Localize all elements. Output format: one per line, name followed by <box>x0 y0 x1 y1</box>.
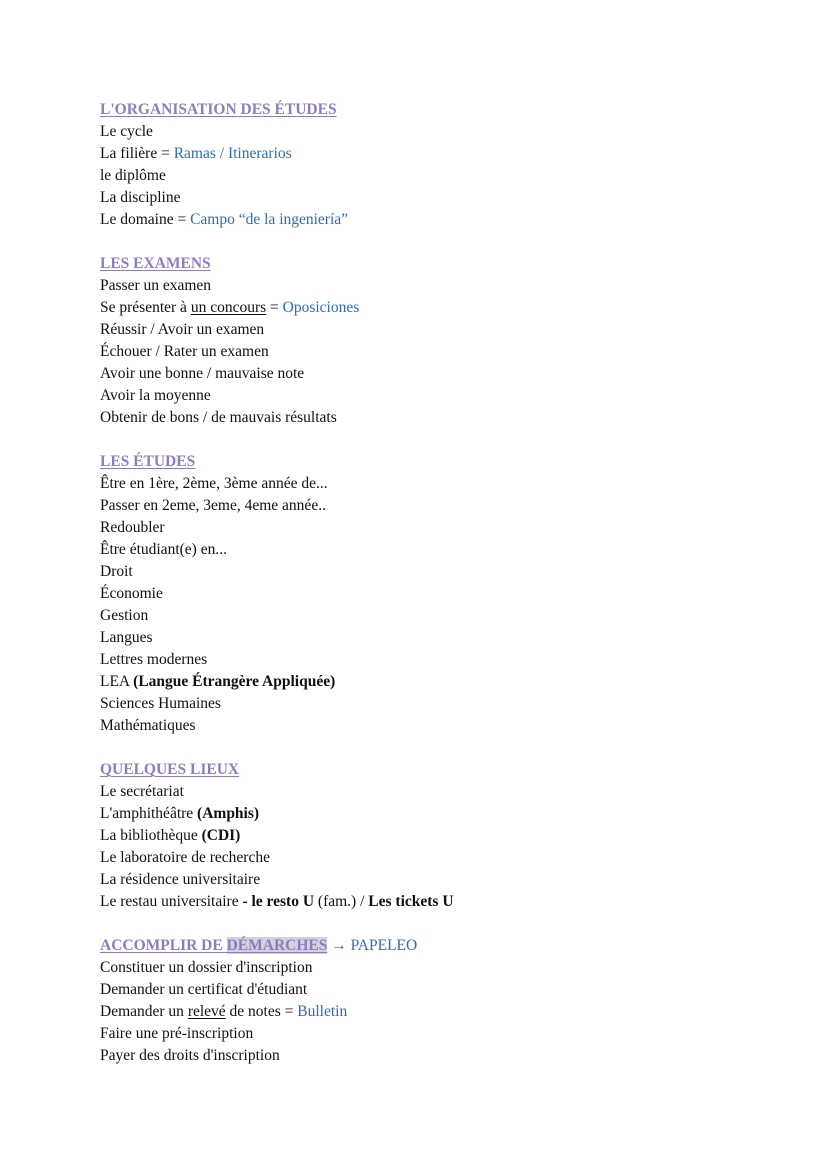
bold-term: (Amphis) <box>197 805 260 822</box>
vocab-line: Passer en 2eme, 3eme, 4eme année.. <box>100 497 326 514</box>
section-demarches <box>100 935 800 1067</box>
section-title: QUELQUES LIEUX <box>100 761 240 778</box>
vocab-line: La discipline <box>100 189 181 206</box>
section-title: LES EXAMENS <box>100 255 211 272</box>
vocab-line <box>100 1001 800 1023</box>
vocab-line: Demander un certificat d'étudiant <box>100 981 308 998</box>
vocab-line: Obtenir de bons / de mauvais résultats <box>100 409 337 426</box>
spanish-translation: Bulletin <box>297 1003 348 1020</box>
arrow-icon: → <box>327 937 351 954</box>
vocab-line: Avoir une bonne / mauvaise note <box>100 365 305 382</box>
section-title: L'ORGANISATION DES ÉTUDES <box>100 101 337 118</box>
vocab-line: Droit <box>100 563 133 580</box>
vocab-term: (fam.) / <box>314 893 369 910</box>
vocab-line: Constituer un dossier d'inscription <box>100 959 313 976</box>
underlined-term: un concours <box>190 299 267 316</box>
vocab-line <box>100 671 800 693</box>
bold-term: - le resto U <box>242 893 315 910</box>
vocab-line <box>100 803 800 825</box>
vocab-line: le diplôme <box>100 167 166 184</box>
vocab-line: Passer un examen <box>100 277 212 294</box>
highlighted-word: DÉMARCHES <box>226 937 328 954</box>
vocab-term: L'amphithéâtre <box>100 805 198 822</box>
vocab-line <box>100 209 800 231</box>
vocab-term: Se présenter à <box>100 299 191 316</box>
vocab-term: LEA <box>100 673 134 690</box>
spanish-translation: PAPELEO <box>350 937 418 954</box>
vocab-line: Mathématiques <box>100 717 196 734</box>
section-organisation <box>100 99 800 231</box>
vocab-term: de notes = <box>225 1003 298 1020</box>
vocab-line <box>100 143 800 165</box>
bold-term: (Langue Étrangère Appliquée) <box>133 673 336 690</box>
vocab-line: Le secrétariat <box>100 783 184 800</box>
vocab-line: Lettres modernes <box>100 651 208 668</box>
vocab-term: Le restau universitaire <box>100 893 243 910</box>
vocab-term: La filière = <box>100 145 174 162</box>
vocab-line: Le cycle <box>100 123 153 140</box>
spanish-translation: Ramas / Itinerarios <box>173 145 292 162</box>
vocab-line: Faire une pré-inscription <box>100 1025 254 1042</box>
section-lieux <box>100 759 800 913</box>
vocab-line: Le laboratoire de recherche <box>100 849 270 866</box>
vocab-line <box>100 825 800 847</box>
vocab-line: Gestion <box>100 607 149 624</box>
section-title-text: ACCOMPLIR DE <box>100 937 227 954</box>
bold-term: Les tickets U <box>368 893 454 910</box>
vocab-term: Demander un <box>100 1003 188 1020</box>
vocab-line: La résidence universitaire <box>100 871 261 888</box>
vocab-line: Économie <box>100 585 163 602</box>
vocab-line: Avoir la moyenne <box>100 387 211 404</box>
vocab-line: Réussir / Avoir un examen <box>100 321 265 338</box>
underlined-term: relevé <box>187 1003 226 1020</box>
vocab-line: Être étudiant(e) en... <box>100 541 227 558</box>
section-examens <box>100 253 800 429</box>
vocab-term: La bibliothèque <box>100 827 202 844</box>
spanish-translation: Campo “de la ingeniería” <box>190 211 349 228</box>
vocab-line: Être en 1ère, 2ème, 3ème année de... <box>100 475 328 492</box>
bold-term: (CDI) <box>201 827 241 844</box>
vocab-line: Langues <box>100 629 153 646</box>
section-title <box>100 937 327 954</box>
vocab-line: Payer des droits d'inscription <box>100 1047 280 1064</box>
section-title: LES ÉTUDES <box>100 453 196 470</box>
spanish-translation: Oposiciones <box>282 299 360 316</box>
vocab-line <box>100 297 800 319</box>
section-etudes <box>100 451 800 737</box>
equals-sign: = <box>266 299 283 316</box>
vocab-line <box>100 891 800 913</box>
vocab-line: Sciences Humaines <box>100 695 221 712</box>
vocab-line: Redoubler <box>100 519 165 536</box>
section-title-line <box>100 935 800 957</box>
vocab-term: Le domaine = <box>100 211 191 228</box>
document-page <box>100 99 800 1089</box>
vocab-line: Échouer / Rater un examen <box>100 343 269 360</box>
